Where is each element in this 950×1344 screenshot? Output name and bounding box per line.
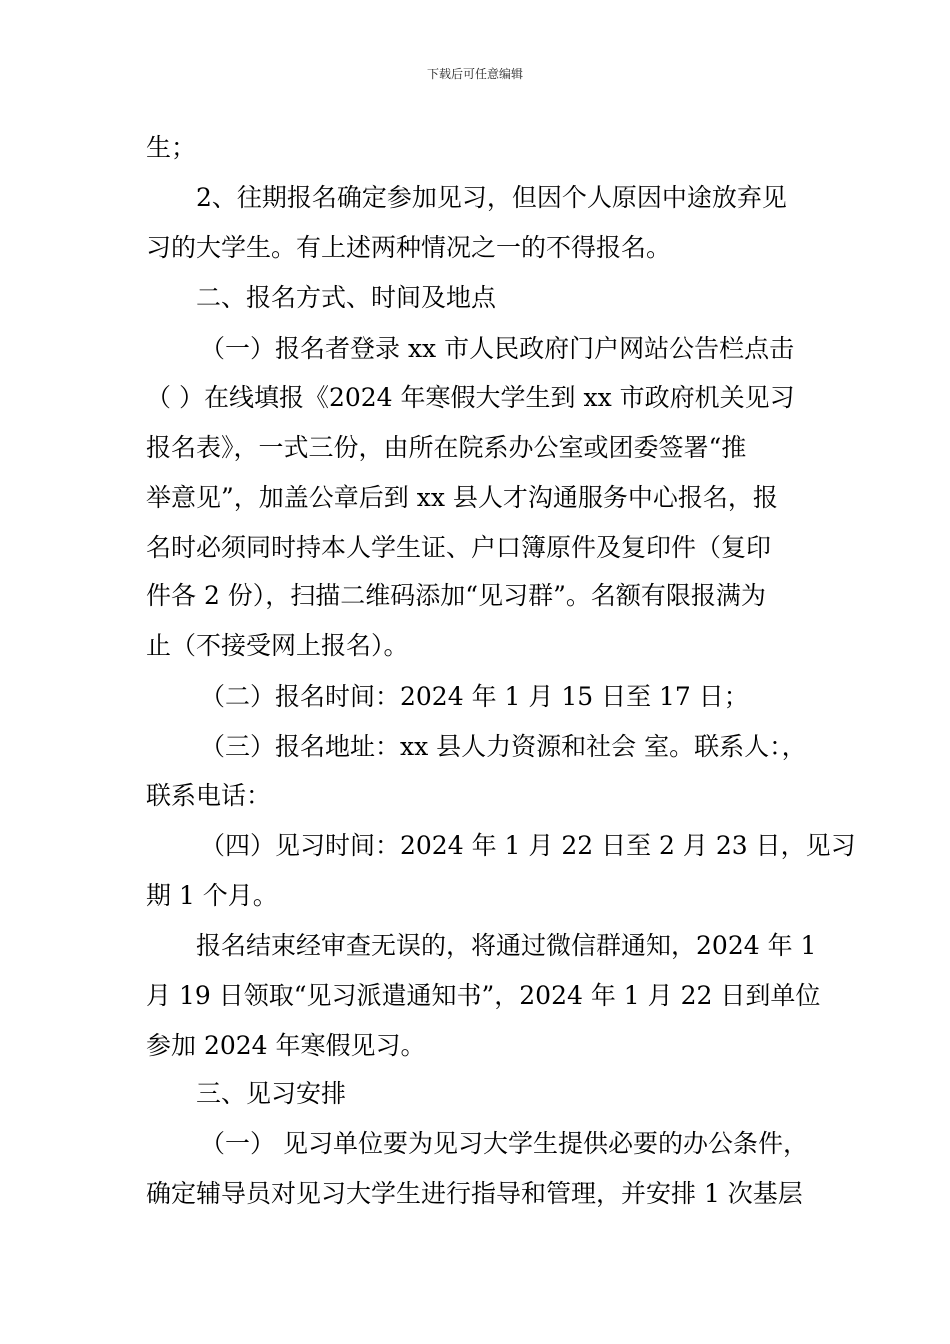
text-line: 名时必须同时持本人学生证、户口簿原件及复印件（复印 [146, 533, 772, 562]
text-line: （ ）在线填报《2024 年寒假大学生到 xx 市政府机关见习 [146, 383, 795, 412]
text-line: （二）报名时间：2024 年 1 月 15 日至 17 日； [200, 682, 749, 711]
section-heading: 二、报名方式、时间及地点 [196, 283, 497, 312]
text-line: 期 1 个月。 [146, 881, 278, 910]
text-line: 参加 2024 年寒假见习。 [146, 1031, 426, 1060]
text-line: （一）报名者登录 xx 市人民政府门户网站公告栏点击 [200, 334, 795, 363]
page-header: 下载后可任意编辑 [426, 67, 523, 81]
text-line: 止（不接受网上报名）。 [146, 631, 409, 660]
text-line: 确定辅导员对见习大学生进行指导和管理，并安排 1 次基层 [146, 1179, 803, 1208]
text-line: （一） 见习单位要为见习大学生提供必要的办公条件， [200, 1129, 808, 1158]
text-line: （四）见习时间：2024 年 1 月 22 日至 2 月 23 日，见习 [200, 831, 856, 860]
text-line: （三）报名地址：xx 县人力资源和社会 室。联系人：， [200, 732, 807, 761]
text-line: 件各 2 份），扫描二维码添加“见习群”。名额有限报满为 [146, 581, 766, 610]
text-line: 举意见”，加盖公章后到 xx 县人才沟通服务中心报名，报 [146, 483, 778, 512]
text-line: 联系电话： [146, 781, 272, 810]
text-line: 报名结束经审查无误的，将通过微信群通知，2024 年 1 [196, 931, 817, 960]
text-line: 习的大学生。有上述两种情况之一的不得报名。 [146, 233, 672, 262]
text-line: 2、往期报名确定参加见习，但因个人原因中途放弃见 [196, 183, 787, 212]
text-line: 生； [146, 133, 197, 162]
text-line: 月 19 日领取“见习派遣通知书”，2024 年 1 月 22 日到单位 [146, 981, 821, 1010]
text-line: 报名表》，一式三份，由所在院系办公室或团委签署“推 [146, 433, 747, 462]
section-heading: 三、见习安排 [196, 1079, 347, 1108]
